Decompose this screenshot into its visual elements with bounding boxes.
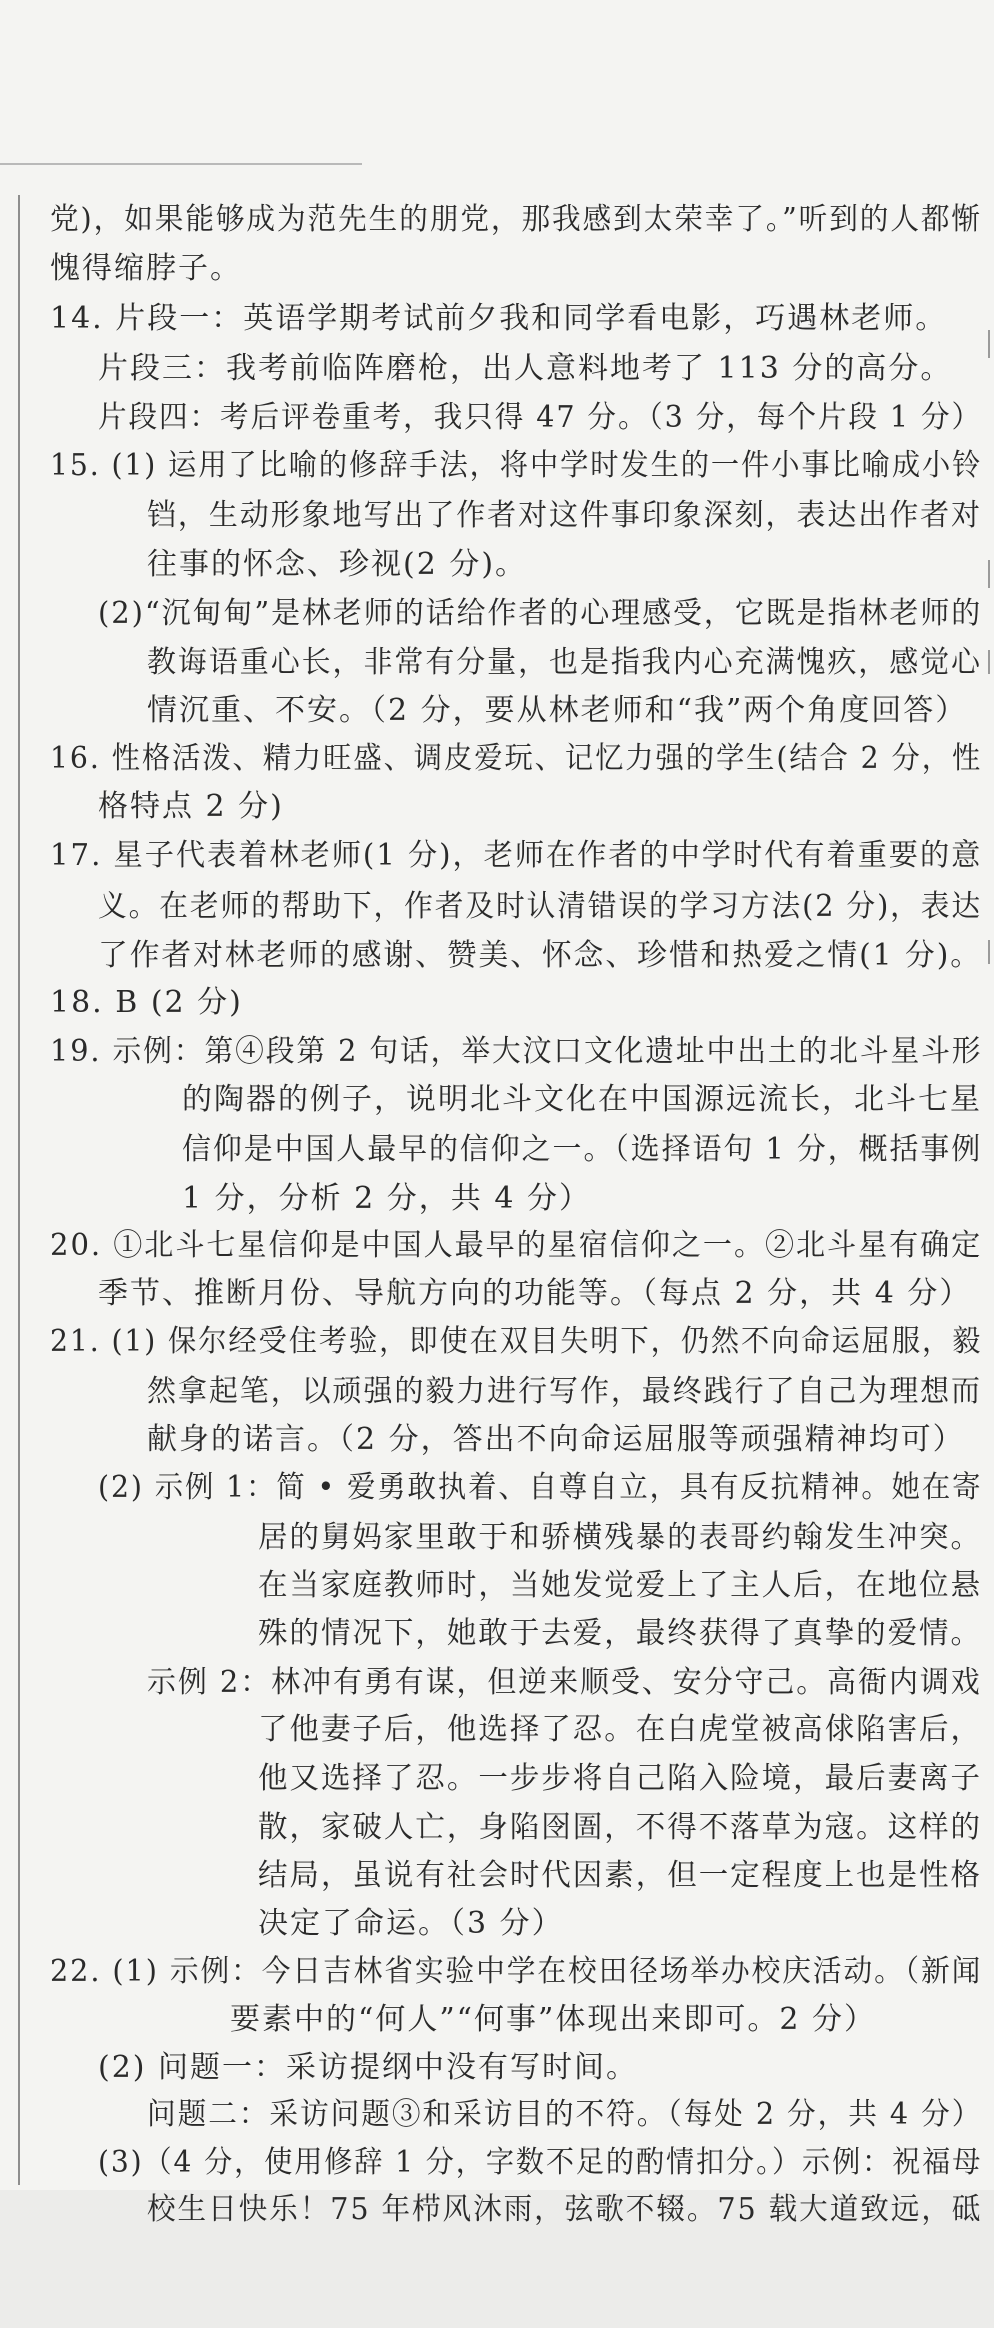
answer-line: 愧得缩脖子。 — [50, 251, 242, 286]
right-edge-mark — [988, 330, 990, 358]
answer-line: 17. 星子代表着林老师(1 分)，老师在作者的中学时代有着重要的意 — [50, 838, 983, 873]
answer-line: 义。在老师的帮助下，作者及时认清错误的学习方法(2 分)，表达 — [98, 889, 983, 924]
answer-line: 校生日快乐！75 年栉风沐雨，弦歌不辍。75 载大道致远，砥 — [147, 2192, 983, 2227]
answer-line: 了他妻子后，他选择了忍。在白虎堂被高俅陷害后， — [258, 1712, 983, 1747]
answer-line: 18. B (2 分) — [50, 985, 243, 1020]
answer-line: (2)“沉甸甸”是林老师的话给作者的心理感受，它既是指林老师的 — [98, 596, 983, 631]
answer-line: 19. 示例：第④段第 2 句话，举大汶口文化遗址中出土的北斗星斗形 — [50, 1034, 983, 1069]
answer-line: 他又选择了忍。一步步将自己陷入险境，最后妻离子 — [258, 1761, 983, 1796]
answer-line: 要素中的“何人”“何事”体现出来即可。2 分） — [230, 2002, 876, 2037]
answer-line: 21. (1) 保尔经受住考验，即使在双目失明下，仍然不向命运屈服，毅 — [50, 1324, 983, 1359]
answer-line: 献身的诺言。（2 分，答出不向命运屈服等顽强精神均可） — [147, 1422, 965, 1457]
answer-line: 季节、推断月份、导航方向的功能等。（每点 2 分，共 4 分） — [98, 1276, 972, 1311]
answer-line: 往事的怀念、珍视(2 分)。 — [147, 547, 528, 582]
left-margin-rule — [18, 195, 20, 2185]
right-edge-mark — [988, 940, 990, 964]
answer-line: 问题二：采访问题③和采访目的不符。（每处 2 分，共 4 分） — [147, 2097, 983, 2132]
answer-line: 22. (1) 示例：今日吉林省实验中学在校田径场举办校庆活动。（新闻 — [50, 1954, 983, 1989]
answer-line: 决定了命运。（3 分） — [258, 1906, 564, 1941]
answer-line: 情沉重、不安。（2 分，要从林老师和“我”两个角度回答） — [147, 693, 968, 728]
top-divider — [0, 163, 362, 165]
answer-line: 殊的情况下，她敢于去爱，最终获得了真挚的爱情。 — [258, 1616, 983, 1651]
answer-line: 散，家破人亡，身陷囹圄，不得不落草为寇。这样的 — [258, 1810, 983, 1845]
answer-line: 15. (1) 运用了比喻的修辞手法，将中学时发生的一件小事比喻成小铃 — [50, 448, 983, 483]
answer-line: (2) 示例 1：简 • 爱勇敢执着、自尊自立，具有反抗精神。她在寄 — [98, 1470, 983, 1505]
answer-line: 信仰是中国人最早的信仰之一。（选择语句 1 分，概括事例 — [182, 1132, 983, 1167]
right-edge-mark — [988, 650, 990, 674]
answer-line: 格特点 2 分) — [98, 789, 284, 824]
answer-line: 片段三：我考前临阵磨枪，出人意料地考了 113 分的高分。 — [98, 351, 953, 386]
answer-line: 片段四：考后评卷重考，我只得 47 分。（3 分，每个片段 1 分） — [98, 400, 983, 435]
answer-line: 然拿起笔，以顽强的毅力进行写作，最终践行了自己为理想而 — [147, 1374, 982, 1409]
answer-line: 了作者对林老师的感谢、赞美、怀念、珍惜和热爱之情(1 分)。 — [98, 938, 983, 973]
answer-line: 结局，虽说有社会时代因素，但一定程度上也是性格 — [258, 1858, 983, 1893]
right-edge-mark — [988, 560, 990, 588]
answer-line: (2) 问题一：采访提纲中没有写时间。 — [98, 2050, 639, 2085]
answer-line: 的陶器的例子，说明北斗文化在中国源远流长，北斗七星 — [182, 1082, 982, 1117]
answer-line: 20. ①北斗七星信仰是中国人最早的星宿信仰之一。②北斗星有确定 — [50, 1228, 983, 1263]
answer-line: 教诲语重心长，非常有分量，也是指我内心充满愧疚，感觉心 — [147, 645, 982, 680]
answer-line: 党)，如果能够成为范先生的朋党，那我感到太荣幸了。”听到的人都惭 — [50, 202, 983, 237]
answer-line: 在当家庭教师时，当她发觉爱上了主人后，在地位悬 — [258, 1568, 983, 1603]
answer-line: 示例 2：林冲有勇有谋，但逆来顺受、安分守己。高衙内调戏 — [147, 1665, 982, 1700]
answer-line: (3)（4 分，使用修辞 1 分，字数不足的酌情扣分。）示例：祝福母 — [98, 2145, 983, 2180]
answer-line: 16. 性格活泼、精力旺盛、调皮爱玩、记忆力强的学生(结合 2 分，性 — [50, 741, 983, 776]
answer-line: 铛，生动形象地写出了作者对这件事印象深刻，表达出作者对 — [147, 498, 982, 533]
answer-line: 14. 片段一：英语学期考试前夕我和同学看电影，巧遇林老师。 — [50, 301, 948, 336]
answer-line: 1 分，分析 2 分，共 4 分） — [182, 1181, 591, 1216]
answer-line: 居的舅妈家里敢于和骄横残暴的表哥约翰发生冲突。 — [258, 1520, 983, 1555]
